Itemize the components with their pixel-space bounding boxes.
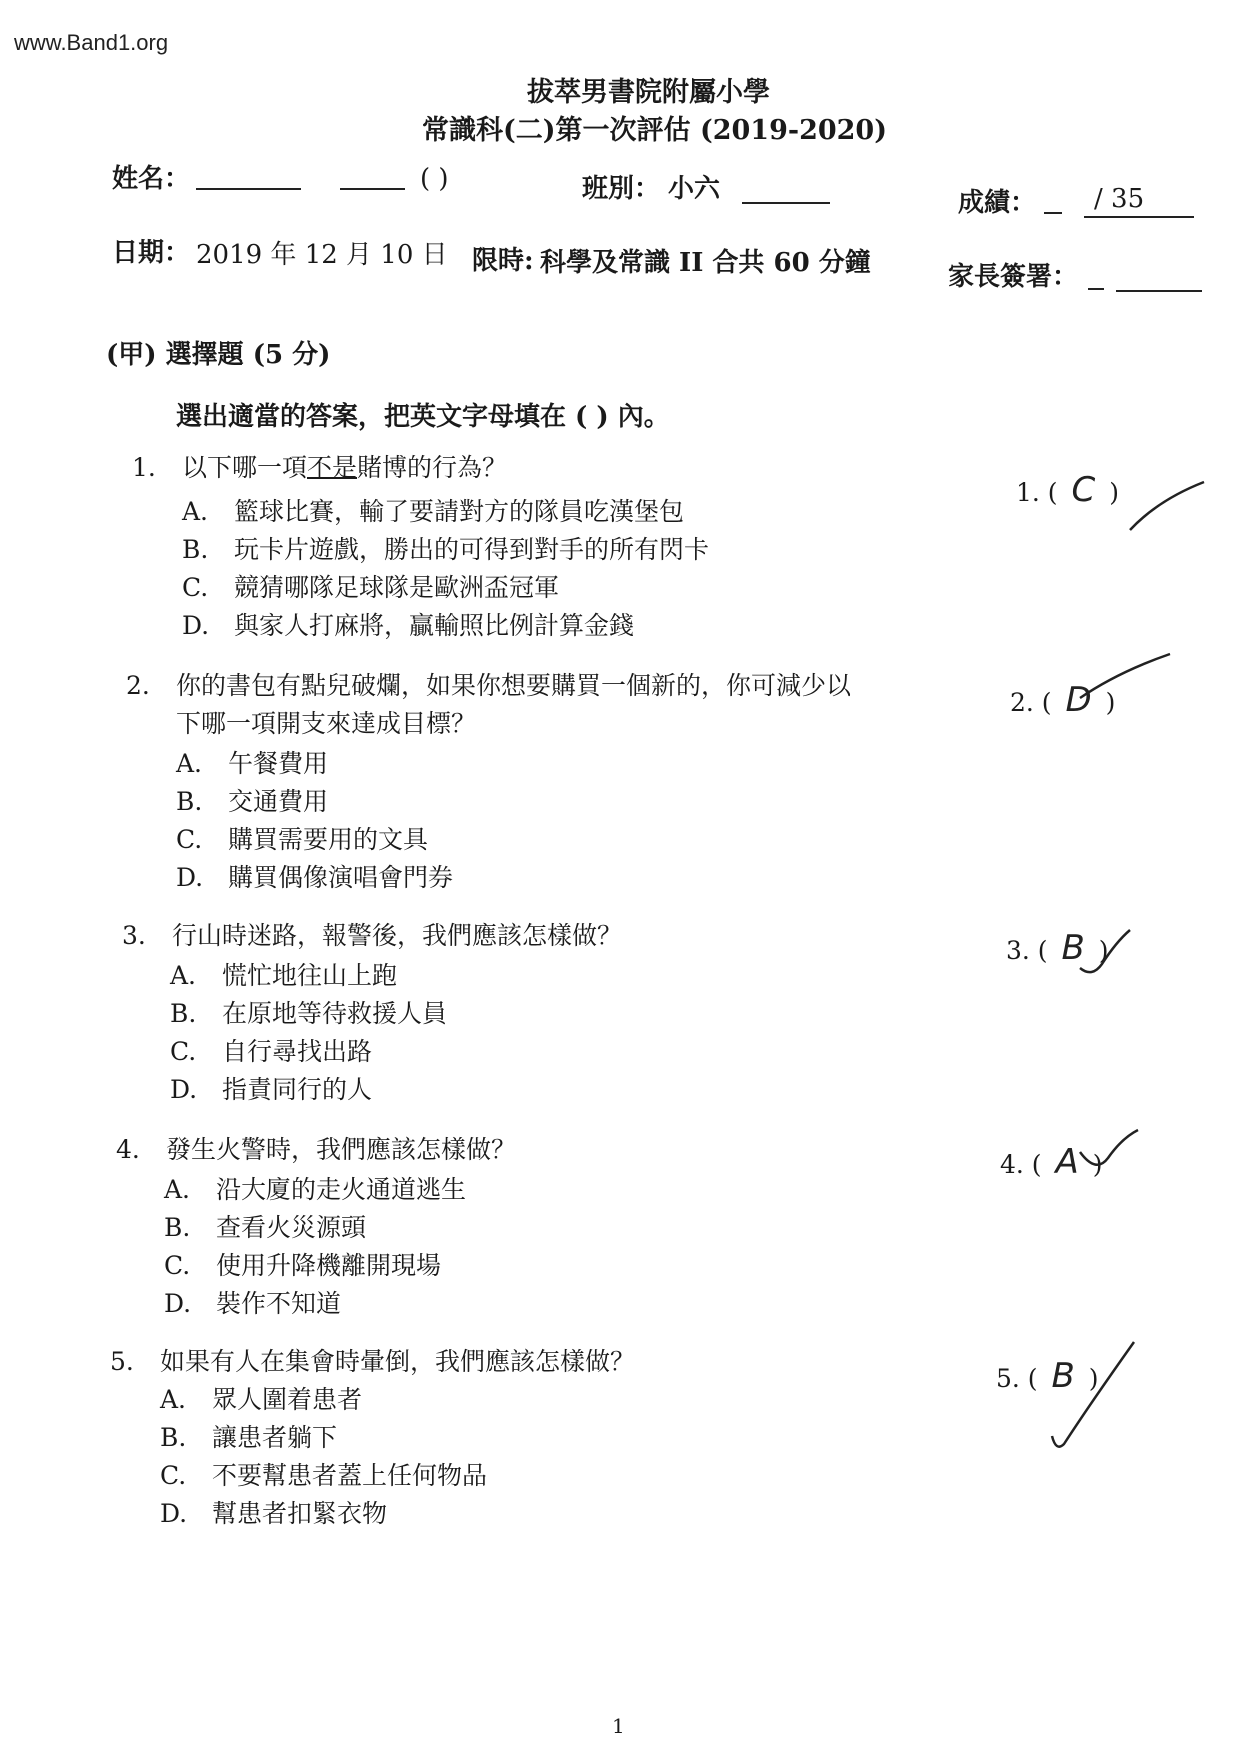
option-letter: C. — [170, 1037, 197, 1066]
option-2a — [176, 744, 328, 780]
answer-4: 4. ( A ) — [1000, 1142, 1103, 1182]
question-number: 3. — [122, 921, 146, 950]
option-text: 沿大廈的走火通道逃生 — [216, 1175, 467, 1204]
question-2-line-2: 下哪一項開支來達成目標？ — [176, 709, 477, 738]
check-mark-icon — [1078, 1128, 1142, 1174]
class-number-paren: ( ) — [420, 164, 449, 194]
option-text: 午餐費用 — [228, 749, 329, 778]
handwritten-answer: A — [1055, 1142, 1079, 1182]
handwritten-answer: C — [1071, 470, 1096, 510]
question-text: 你的書包有點兒破爛，如果你想要購買一個新的，你可減少以 — [176, 671, 852, 700]
name-blank-1 — [196, 188, 301, 190]
section-title: (甲) 選擇題 (5 分) — [106, 340, 331, 370]
signature-blank-2 — [1116, 290, 1202, 292]
score-blank-1 — [1044, 212, 1062, 214]
question-2 — [126, 666, 851, 702]
option-text: 與家人打麻將，贏輸照比例計算金錢 — [234, 611, 635, 640]
option-text: 裝作不知道 — [216, 1289, 342, 1318]
signature-blank-1 — [1088, 288, 1104, 290]
option-text: 使用升降機離開現場 — [216, 1251, 442, 1280]
option-text: 自行尋找出路 — [222, 1037, 373, 1066]
option-letter: A. — [170, 961, 197, 990]
option-text: 不要幫患者蓋上任何物品 — [212, 1461, 488, 1490]
option-text: 競猜哪隊足球隊是歐洲盃冠軍 — [234, 573, 560, 602]
option-4d — [164, 1284, 341, 1320]
option-letter: C. — [160, 1461, 187, 1490]
check-mark-icon — [1128, 480, 1208, 540]
question-4 — [116, 1130, 516, 1166]
page-number: 1 — [612, 1714, 625, 1738]
option-text: 指責同行的人 — [222, 1075, 373, 1104]
option-letter: C. — [182, 573, 209, 602]
option-text: 購買偶像演唱會門券 — [228, 863, 454, 892]
question-text: 如果有人在集會時暈倒，我們應該怎樣做？ — [160, 1347, 636, 1376]
question-number: 1. — [132, 453, 156, 482]
handwritten-answer: B — [1061, 928, 1085, 968]
answer-2: 2. ( D ) — [1010, 680, 1116, 720]
option-text: 交通費用 — [228, 787, 329, 816]
time-value: 科學及常識 II 合共 60 分鐘 — [540, 248, 871, 278]
option-2d — [176, 858, 453, 894]
option-letter: B. — [170, 999, 197, 1028]
option-text: 在原地等待救援人員 — [222, 999, 448, 1028]
check-mark-icon — [1078, 652, 1174, 702]
question-text: 行山時迷路，報警後，我們應該怎樣做？ — [172, 921, 623, 950]
answer-label: 3. — [1006, 936, 1030, 965]
question-1 — [132, 448, 507, 484]
option-letter: A. — [182, 497, 209, 526]
check-mark-icon — [1078, 928, 1134, 980]
option-letter: B. — [164, 1213, 191, 1242]
question-number: 2. — [126, 671, 150, 700]
date-value: 2019 年 12 月 10 日 — [196, 240, 448, 270]
name-label: 姓名： — [112, 164, 191, 194]
option-4c — [164, 1246, 441, 1282]
option-letter: C. — [176, 825, 203, 854]
option-2c — [176, 820, 428, 856]
class-value: 小六 — [668, 174, 721, 204]
option-text: 查看火災源頭 — [216, 1213, 367, 1242]
option-letter: B. — [160, 1423, 187, 1452]
option-text: 籃球比賽，輸了要請對方的隊員吃漢堡包 — [234, 497, 685, 526]
name-blank-2 — [340, 188, 405, 190]
option-letter: D. — [160, 1499, 188, 1528]
option-text: 讓患者躺下 — [212, 1423, 338, 1452]
class-blank — [742, 202, 830, 204]
option-5c — [160, 1456, 487, 1492]
option-letter: D. — [176, 863, 204, 892]
time-label: 限時: — [472, 246, 534, 276]
question-text-post: 賭博的行為？ — [357, 453, 508, 482]
option-letter: A. — [164, 1175, 191, 1204]
option-letter: B. — [176, 787, 203, 816]
question-text-emphasis: 不是 — [307, 453, 358, 482]
question-number: 5. — [110, 1347, 134, 1376]
option-4b — [164, 1208, 366, 1244]
answer-1: 1. ( C ) — [1016, 470, 1119, 510]
school-name: 拔萃男書院附屬小學 — [527, 77, 770, 108]
option-1d — [182, 606, 634, 642]
question-text: 發生火警時，我們應該怎樣做？ — [166, 1135, 517, 1164]
question-text-pre: 以下哪一項 — [182, 453, 308, 482]
question-3 — [122, 916, 622, 952]
option-3c — [170, 1032, 372, 1068]
option-letter: A. — [160, 1385, 187, 1414]
watermark-text: www.Band1.org — [14, 30, 169, 55]
option-5d — [160, 1494, 387, 1530]
option-1c — [182, 568, 559, 604]
handwritten-answer: B — [1051, 1356, 1075, 1396]
question-5 — [110, 1342, 635, 1378]
option-3a — [170, 956, 397, 992]
answer-label: 2. — [1010, 688, 1034, 717]
option-text: 購買需要用的文具 — [228, 825, 429, 854]
option-letter: B. — [182, 535, 209, 564]
exam-title: 常識科(二)第一次評估 (2019-2020) — [422, 115, 887, 146]
option-letter: C. — [164, 1251, 191, 1280]
option-4a — [164, 1170, 466, 1206]
option-letter: D. — [164, 1289, 192, 1318]
option-letter: A. — [176, 749, 203, 778]
option-2b — [176, 782, 328, 818]
question-number: 4. — [116, 1135, 140, 1164]
option-text: 眾人圍着患者 — [212, 1385, 363, 1414]
option-3b — [170, 994, 447, 1030]
class-label: 班別： — [582, 174, 661, 204]
option-text: 慌忙地往山上跑 — [222, 961, 398, 990]
answer-3: 3. ( B ) — [1006, 928, 1109, 968]
option-5a — [160, 1380, 362, 1416]
handwritten-answer: D — [1065, 680, 1092, 720]
score-label: 成績： — [958, 188, 1037, 218]
option-1b — [182, 530, 709, 566]
parent-signature-label: 家長簽署： — [948, 262, 1079, 292]
answer-label: 5. — [996, 1364, 1020, 1393]
option-text: 幫患者扣緊衣物 — [212, 1499, 388, 1528]
date-label: 日期： — [112, 238, 191, 268]
option-5b — [160, 1418, 337, 1454]
score-blank-2 — [1084, 216, 1194, 218]
option-1a — [182, 492, 684, 528]
section-instruction: 選出適當的答案，把英文字母填在 ( ) 內。 — [176, 402, 670, 432]
check-mark-icon — [1046, 1340, 1138, 1456]
answer-label: 4. — [1000, 1150, 1024, 1179]
score-total: / 35 — [1094, 184, 1145, 214]
answer-label: 1. — [1016, 478, 1040, 507]
answer-5: 5. ( B ) — [996, 1356, 1099, 1396]
option-3d — [170, 1070, 372, 1106]
option-text: 玩卡片遊戲，勝出的可得到對手的所有閃卡 — [234, 535, 710, 564]
option-letter: D. — [182, 611, 210, 640]
option-letter: D. — [170, 1075, 198, 1104]
